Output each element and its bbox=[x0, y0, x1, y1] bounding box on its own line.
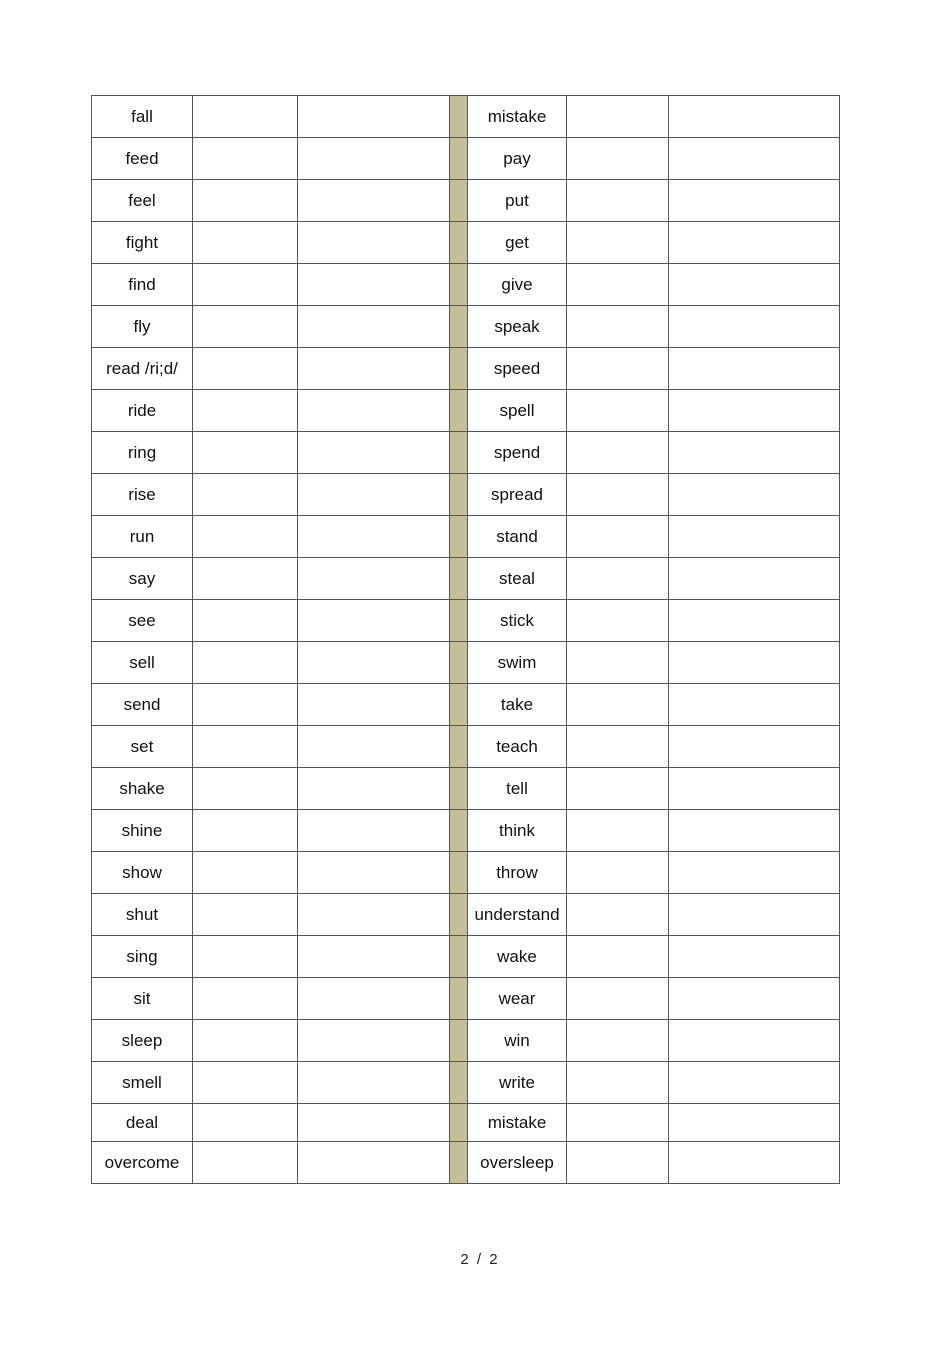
column-divider bbox=[450, 1020, 468, 1062]
blank-participle-left bbox=[298, 810, 450, 852]
blank-past-left bbox=[193, 936, 298, 978]
blank-participle-left bbox=[298, 852, 450, 894]
table-row bbox=[92, 264, 840, 306]
column-divider bbox=[450, 768, 468, 810]
verb-right: put bbox=[468, 180, 567, 222]
verb-right: get bbox=[468, 222, 567, 264]
table-row bbox=[92, 726, 840, 768]
verb-left: deal bbox=[92, 1104, 193, 1142]
blank-participle-left bbox=[298, 348, 450, 390]
blank-participle-right bbox=[669, 684, 840, 726]
verb-right: write bbox=[468, 1062, 567, 1104]
table-row bbox=[92, 558, 840, 600]
table-row bbox=[92, 1142, 840, 1184]
verb-right: stand bbox=[468, 516, 567, 558]
table-row bbox=[92, 180, 840, 222]
blank-past-right bbox=[567, 810, 669, 852]
blank-participle-right bbox=[669, 978, 840, 1020]
blank-participle-right bbox=[669, 642, 840, 684]
blank-participle-left bbox=[298, 432, 450, 474]
blank-past-left bbox=[193, 222, 298, 264]
blank-past-left bbox=[193, 1104, 298, 1142]
verb-right: teach bbox=[468, 726, 567, 768]
blank-participle-right bbox=[669, 1142, 840, 1184]
verb-left: read /ri;d/ bbox=[92, 348, 193, 390]
blank-past-right bbox=[567, 894, 669, 936]
blank-past-left bbox=[193, 894, 298, 936]
verb-left: smell bbox=[92, 1062, 193, 1104]
table-row bbox=[92, 348, 840, 390]
blank-past-left bbox=[193, 432, 298, 474]
verb-right: pay bbox=[468, 138, 567, 180]
blank-participle-left bbox=[298, 1104, 450, 1142]
verb-left: shut bbox=[92, 894, 193, 936]
blank-participle-left bbox=[298, 894, 450, 936]
verb-right: stick bbox=[468, 600, 567, 642]
verb-right: understand bbox=[468, 894, 567, 936]
verb-right: spend bbox=[468, 432, 567, 474]
blank-participle-left bbox=[298, 558, 450, 600]
verb-left: ride bbox=[92, 390, 193, 432]
blank-past-right bbox=[567, 348, 669, 390]
table-row bbox=[92, 474, 840, 516]
verb-right: tell bbox=[468, 768, 567, 810]
worksheet-body bbox=[92, 96, 840, 1184]
column-divider bbox=[450, 348, 468, 390]
verb-left: sleep bbox=[92, 1020, 193, 1062]
blank-participle-left bbox=[298, 726, 450, 768]
blank-participle-right bbox=[669, 138, 840, 180]
blank-participle-right bbox=[669, 768, 840, 810]
blank-participle-left bbox=[298, 642, 450, 684]
blank-past-right bbox=[567, 936, 669, 978]
blank-past-left bbox=[193, 516, 298, 558]
column-divider bbox=[450, 1142, 468, 1184]
column-divider bbox=[450, 264, 468, 306]
verb-left: show bbox=[92, 852, 193, 894]
blank-past-left bbox=[193, 138, 298, 180]
blank-past-left bbox=[193, 1020, 298, 1062]
blank-past-right bbox=[567, 1142, 669, 1184]
blank-participle-left bbox=[298, 684, 450, 726]
verb-right: take bbox=[468, 684, 567, 726]
verb-right: swim bbox=[468, 642, 567, 684]
column-divider bbox=[450, 726, 468, 768]
blank-participle-right bbox=[669, 180, 840, 222]
blank-past-left bbox=[193, 684, 298, 726]
table-row bbox=[92, 1062, 840, 1104]
blank-past-right bbox=[567, 558, 669, 600]
verb-right: wear bbox=[468, 978, 567, 1020]
blank-participle-left bbox=[298, 516, 450, 558]
table-row bbox=[92, 1020, 840, 1062]
verb-left: shine bbox=[92, 810, 193, 852]
blank-past-right bbox=[567, 684, 669, 726]
verb-left: shake bbox=[92, 768, 193, 810]
verb-right: spell bbox=[468, 390, 567, 432]
verb-right: win bbox=[468, 1020, 567, 1062]
verb-right: give bbox=[468, 264, 567, 306]
table-row bbox=[92, 306, 840, 348]
blank-past-right bbox=[567, 726, 669, 768]
verb-right: speak bbox=[468, 306, 567, 348]
verb-left: feed bbox=[92, 138, 193, 180]
blank-past-right bbox=[567, 600, 669, 642]
verb-right: speed bbox=[468, 348, 567, 390]
verb-left: say bbox=[92, 558, 193, 600]
blank-participle-left bbox=[298, 264, 450, 306]
verb-right: throw bbox=[468, 852, 567, 894]
table-row bbox=[92, 390, 840, 432]
blank-participle-right bbox=[669, 894, 840, 936]
blank-past-left bbox=[193, 1062, 298, 1104]
table-row bbox=[92, 894, 840, 936]
verb-left: sing bbox=[92, 936, 193, 978]
verb-left: send bbox=[92, 684, 193, 726]
column-divider bbox=[450, 1062, 468, 1104]
table-row bbox=[92, 852, 840, 894]
blank-participle-right bbox=[669, 936, 840, 978]
blank-past-left bbox=[193, 1142, 298, 1184]
verb-left: overcome bbox=[92, 1142, 193, 1184]
column-divider bbox=[450, 138, 468, 180]
column-divider bbox=[450, 306, 468, 348]
verb-left: set bbox=[92, 726, 193, 768]
blank-participle-left bbox=[298, 180, 450, 222]
blank-participle-left bbox=[298, 138, 450, 180]
column-divider bbox=[450, 978, 468, 1020]
blank-past-left bbox=[193, 558, 298, 600]
blank-past-left bbox=[193, 978, 298, 1020]
blank-participle-left bbox=[298, 600, 450, 642]
blank-past-right bbox=[567, 1020, 669, 1062]
blank-participle-right bbox=[669, 558, 840, 600]
verb-left: run bbox=[92, 516, 193, 558]
blank-participle-left bbox=[298, 390, 450, 432]
verb-left: sit bbox=[92, 978, 193, 1020]
column-divider bbox=[450, 1104, 468, 1142]
column-divider bbox=[450, 474, 468, 516]
blank-participle-right bbox=[669, 222, 840, 264]
blank-participle-left bbox=[298, 96, 450, 138]
blank-past-left bbox=[193, 96, 298, 138]
verb-left: rise bbox=[92, 474, 193, 516]
verb-worksheet-table bbox=[91, 95, 840, 1184]
blank-past-left bbox=[193, 642, 298, 684]
blank-participle-right bbox=[669, 390, 840, 432]
blank-past-right bbox=[567, 138, 669, 180]
table-row bbox=[92, 432, 840, 474]
blank-past-right bbox=[567, 1062, 669, 1104]
verb-left: fall bbox=[92, 96, 193, 138]
blank-past-right bbox=[567, 516, 669, 558]
verb-right: mistake bbox=[468, 1104, 567, 1142]
blank-past-left bbox=[193, 768, 298, 810]
blank-participle-right bbox=[669, 852, 840, 894]
table-row bbox=[92, 936, 840, 978]
column-divider bbox=[450, 852, 468, 894]
blank-participle-right bbox=[669, 516, 840, 558]
blank-past-left bbox=[193, 348, 298, 390]
blank-participle-right bbox=[669, 306, 840, 348]
verb-right: spread bbox=[468, 474, 567, 516]
column-divider bbox=[450, 516, 468, 558]
blank-participle-left bbox=[298, 474, 450, 516]
table-row bbox=[92, 684, 840, 726]
blank-past-right bbox=[567, 96, 669, 138]
blank-participle-right bbox=[669, 726, 840, 768]
blank-past-right bbox=[567, 222, 669, 264]
table-row bbox=[92, 642, 840, 684]
blank-past-left bbox=[193, 474, 298, 516]
blank-past-right bbox=[567, 474, 669, 516]
blank-past-right bbox=[567, 306, 669, 348]
blank-participle-right bbox=[669, 1020, 840, 1062]
blank-past-right bbox=[567, 978, 669, 1020]
column-divider bbox=[450, 684, 468, 726]
blank-participle-left bbox=[298, 1062, 450, 1104]
blank-participle-left bbox=[298, 1142, 450, 1184]
verb-left: ring bbox=[92, 432, 193, 474]
blank-participle-left bbox=[298, 768, 450, 810]
verb-right: steal bbox=[468, 558, 567, 600]
blank-past-left bbox=[193, 600, 298, 642]
column-divider bbox=[450, 222, 468, 264]
verb-left: feel bbox=[92, 180, 193, 222]
table-row bbox=[92, 768, 840, 810]
blank-past-right bbox=[567, 768, 669, 810]
column-divider bbox=[450, 390, 468, 432]
table-row bbox=[92, 810, 840, 852]
blank-participle-right bbox=[669, 474, 840, 516]
table-row bbox=[92, 222, 840, 264]
verb-right: think bbox=[468, 810, 567, 852]
column-divider bbox=[450, 558, 468, 600]
blank-participle-left bbox=[298, 306, 450, 348]
blank-participle-right bbox=[669, 600, 840, 642]
blank-past-right bbox=[567, 432, 669, 474]
column-divider bbox=[450, 180, 468, 222]
blank-participle-right bbox=[669, 96, 840, 138]
column-divider bbox=[450, 600, 468, 642]
table-row bbox=[92, 1104, 840, 1142]
verb-right: wake bbox=[468, 936, 567, 978]
blank-past-right bbox=[567, 390, 669, 432]
column-divider bbox=[450, 810, 468, 852]
blank-past-left bbox=[193, 726, 298, 768]
blank-past-left bbox=[193, 810, 298, 852]
verb-right: oversleep bbox=[468, 1142, 567, 1184]
blank-participle-right bbox=[669, 432, 840, 474]
blank-past-left bbox=[193, 306, 298, 348]
blank-participle-left bbox=[298, 936, 450, 978]
column-divider bbox=[450, 96, 468, 138]
table-row bbox=[92, 138, 840, 180]
blank-participle-left bbox=[298, 978, 450, 1020]
verb-left: fly bbox=[92, 306, 193, 348]
blank-past-left bbox=[193, 180, 298, 222]
blank-participle-right bbox=[669, 348, 840, 390]
verb-left: fight bbox=[92, 222, 193, 264]
blank-past-right bbox=[567, 180, 669, 222]
column-divider bbox=[450, 936, 468, 978]
page-number: 2 / 2 bbox=[460, 1251, 500, 1268]
table-row bbox=[92, 978, 840, 1020]
column-divider bbox=[450, 432, 468, 474]
verb-left: sell bbox=[92, 642, 193, 684]
verb-left: find bbox=[92, 264, 193, 306]
blank-participle-left bbox=[298, 1020, 450, 1062]
blank-past-right bbox=[567, 852, 669, 894]
table-row bbox=[92, 96, 840, 138]
blank-participle-right bbox=[669, 264, 840, 306]
blank-past-right bbox=[567, 1104, 669, 1142]
blank-past-left bbox=[193, 390, 298, 432]
table-row bbox=[92, 600, 840, 642]
blank-participle-right bbox=[669, 1062, 840, 1104]
blank-past-left bbox=[193, 852, 298, 894]
table-row bbox=[92, 516, 840, 558]
blank-participle-right bbox=[669, 1104, 840, 1142]
blank-participle-right bbox=[669, 810, 840, 852]
column-divider bbox=[450, 642, 468, 684]
blank-past-right bbox=[567, 642, 669, 684]
verb-right: mistake bbox=[468, 96, 567, 138]
verb-left: see bbox=[92, 600, 193, 642]
blank-participle-left bbox=[298, 222, 450, 264]
column-divider bbox=[450, 894, 468, 936]
blank-past-right bbox=[567, 264, 669, 306]
blank-past-left bbox=[193, 264, 298, 306]
